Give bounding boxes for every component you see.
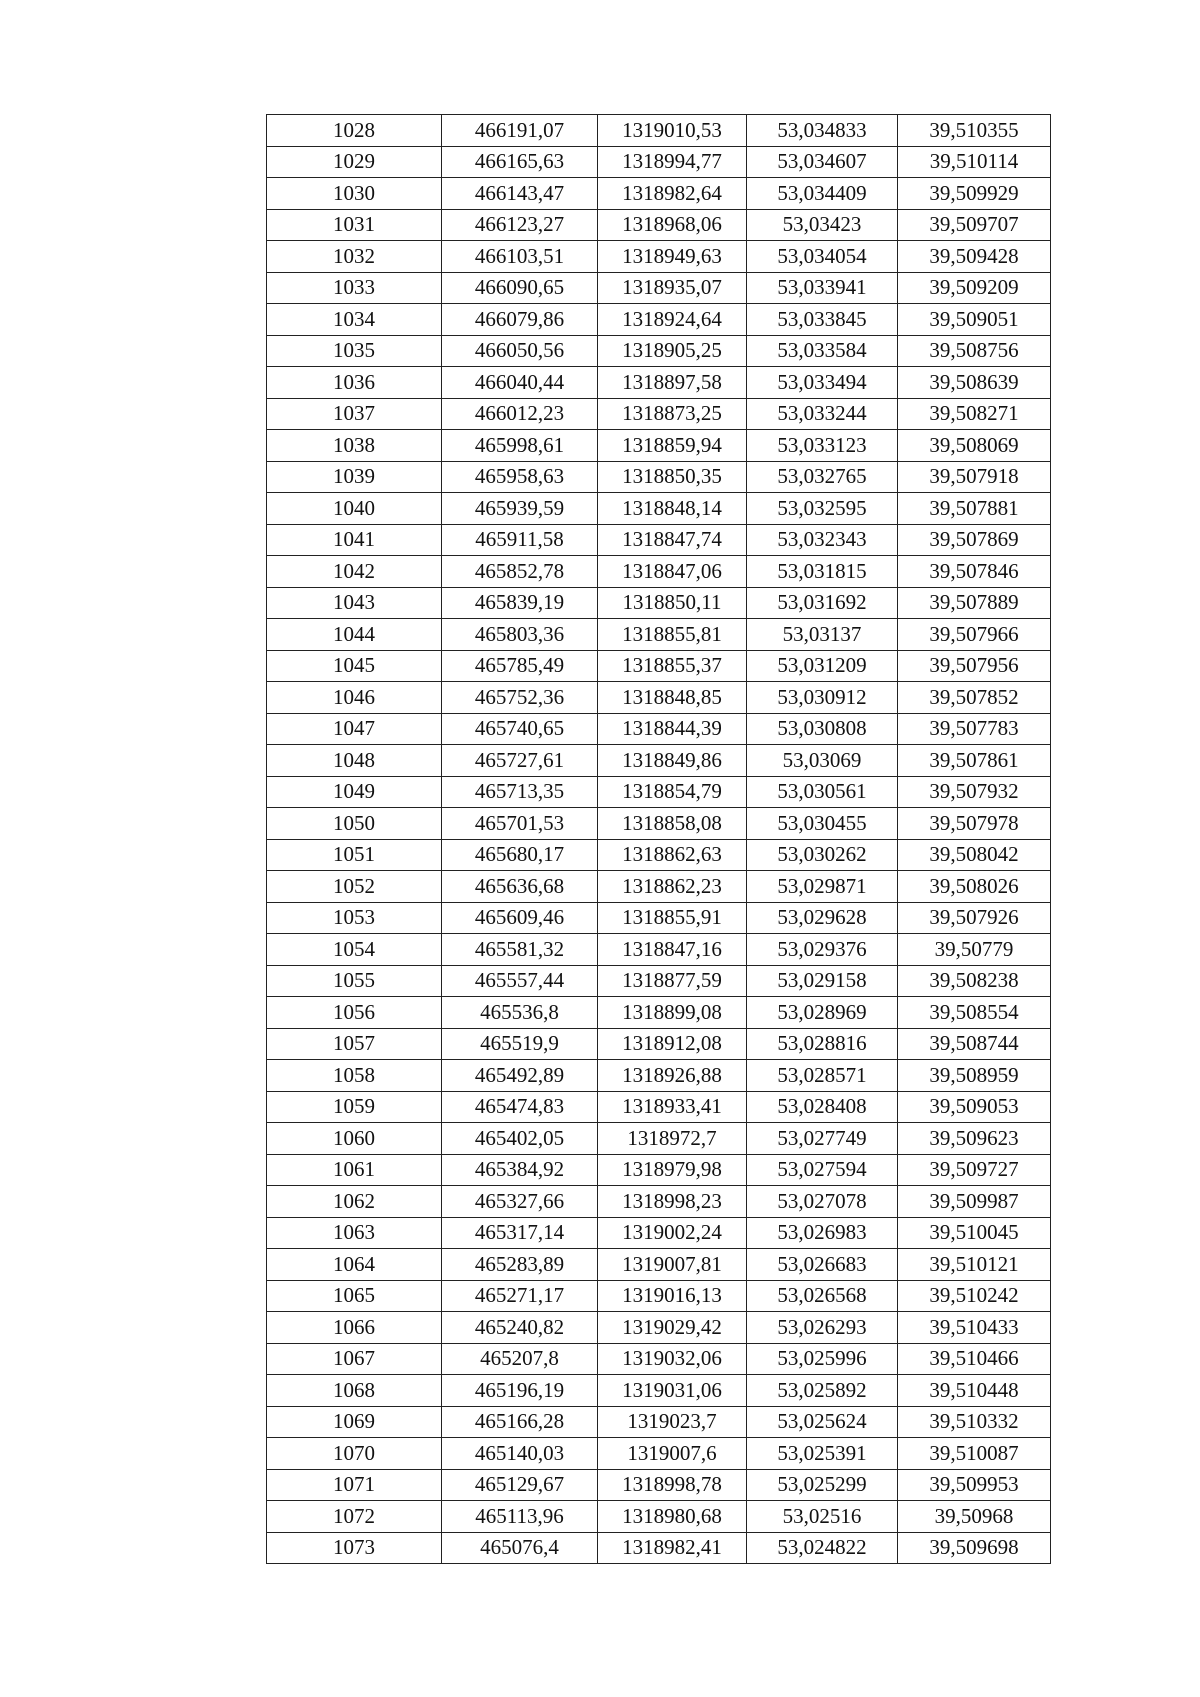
point-number-cell: 1056 (267, 997, 442, 1029)
x-coordinate-cell: 466050,56 (442, 335, 598, 367)
y-coordinate-cell: 1319007,81 (598, 1249, 747, 1281)
latitude-cell: 53,032765 (747, 461, 898, 493)
latitude-cell: 53,029871 (747, 871, 898, 903)
longitude-cell: 39,508026 (898, 871, 1051, 903)
point-number-cell: 1043 (267, 587, 442, 619)
x-coordinate-cell: 465207,8 (442, 1343, 598, 1375)
y-coordinate-cell: 1318897,58 (598, 367, 747, 399)
latitude-cell: 53,031815 (747, 556, 898, 588)
y-coordinate-cell: 1318847,16 (598, 934, 747, 966)
point-number-cell: 1055 (267, 965, 442, 997)
table-row (267, 997, 1051, 1029)
point-number-cell: 1039 (267, 461, 442, 493)
point-number-cell: 1057 (267, 1028, 442, 1060)
table-row (267, 1501, 1051, 1533)
x-coordinate-cell: 465713,35 (442, 776, 598, 808)
table-row (267, 367, 1051, 399)
table-row (267, 587, 1051, 619)
y-coordinate-cell: 1318912,08 (598, 1028, 747, 1060)
x-coordinate-cell: 466165,63 (442, 146, 598, 178)
point-number-cell: 1058 (267, 1060, 442, 1092)
point-number-cell: 1051 (267, 839, 442, 871)
latitude-cell: 53,030455 (747, 808, 898, 840)
latitude-cell: 53,034409 (747, 178, 898, 210)
coordinates-table-body (267, 115, 1051, 1564)
longitude-cell: 39,508271 (898, 398, 1051, 430)
y-coordinate-cell: 1318858,08 (598, 808, 747, 840)
longitude-cell: 39,509929 (898, 178, 1051, 210)
latitude-cell: 53,02516 (747, 1501, 898, 1533)
longitude-cell: 39,507869 (898, 524, 1051, 556)
y-coordinate-cell: 1318850,35 (598, 461, 747, 493)
point-number-cell: 1036 (267, 367, 442, 399)
table-row (267, 776, 1051, 808)
y-coordinate-cell: 1319002,24 (598, 1217, 747, 1249)
latitude-cell: 53,025892 (747, 1375, 898, 1407)
longitude-cell: 39,509428 (898, 241, 1051, 273)
table-row (267, 713, 1051, 745)
x-coordinate-cell: 466103,51 (442, 241, 598, 273)
latitude-cell: 53,029376 (747, 934, 898, 966)
longitude-cell: 39,509707 (898, 209, 1051, 241)
x-coordinate-cell: 465129,67 (442, 1469, 598, 1501)
table-row (267, 1186, 1051, 1218)
latitude-cell: 53,025299 (747, 1469, 898, 1501)
point-number-cell: 1028 (267, 115, 442, 147)
x-coordinate-cell: 466191,07 (442, 115, 598, 147)
latitude-cell: 53,033941 (747, 272, 898, 304)
table-row (267, 1343, 1051, 1375)
point-number-cell: 1073 (267, 1532, 442, 1564)
table-row (267, 650, 1051, 682)
point-number-cell: 1065 (267, 1280, 442, 1312)
longitude-cell: 39,510355 (898, 115, 1051, 147)
latitude-cell: 53,026983 (747, 1217, 898, 1249)
longitude-cell: 39,509051 (898, 304, 1051, 336)
table-row (267, 304, 1051, 336)
x-coordinate-cell: 465474,83 (442, 1091, 598, 1123)
x-coordinate-cell: 465166,28 (442, 1406, 598, 1438)
y-coordinate-cell: 1319029,42 (598, 1312, 747, 1344)
longitude-cell: 39,507918 (898, 461, 1051, 493)
table-row (267, 1091, 1051, 1123)
x-coordinate-cell: 466090,65 (442, 272, 598, 304)
latitude-cell: 53,034607 (747, 146, 898, 178)
y-coordinate-cell: 1318980,68 (598, 1501, 747, 1533)
y-coordinate-cell: 1318848,85 (598, 682, 747, 714)
y-coordinate-cell: 1318899,08 (598, 997, 747, 1029)
longitude-cell: 39,507926 (898, 902, 1051, 934)
latitude-cell: 53,026683 (747, 1249, 898, 1281)
longitude-cell: 39,509953 (898, 1469, 1051, 1501)
point-number-cell: 1069 (267, 1406, 442, 1438)
longitude-cell: 39,510448 (898, 1375, 1051, 1407)
table-row (267, 934, 1051, 966)
point-number-cell: 1067 (267, 1343, 442, 1375)
table-row (267, 902, 1051, 934)
point-number-cell: 1061 (267, 1154, 442, 1186)
longitude-cell: 39,510466 (898, 1343, 1051, 1375)
longitude-cell: 39,509053 (898, 1091, 1051, 1123)
table-row (267, 619, 1051, 651)
longitude-cell: 39,509698 (898, 1532, 1051, 1564)
point-number-cell: 1037 (267, 398, 442, 430)
point-number-cell: 1070 (267, 1438, 442, 1470)
point-number-cell: 1066 (267, 1312, 442, 1344)
y-coordinate-cell: 1318854,79 (598, 776, 747, 808)
longitude-cell: 39,507956 (898, 650, 1051, 682)
point-number-cell: 1034 (267, 304, 442, 336)
x-coordinate-cell: 465998,61 (442, 430, 598, 462)
longitude-cell: 39,508069 (898, 430, 1051, 462)
latitude-cell: 53,03423 (747, 209, 898, 241)
y-coordinate-cell: 1318844,39 (598, 713, 747, 745)
x-coordinate-cell: 465140,03 (442, 1438, 598, 1470)
latitude-cell: 53,034833 (747, 115, 898, 147)
latitude-cell: 53,033845 (747, 304, 898, 336)
x-coordinate-cell: 465283,89 (442, 1249, 598, 1281)
x-coordinate-cell: 465958,63 (442, 461, 598, 493)
y-coordinate-cell: 1318847,74 (598, 524, 747, 556)
x-coordinate-cell: 465939,59 (442, 493, 598, 525)
table-row (267, 965, 1051, 997)
y-coordinate-cell: 1318905,25 (598, 335, 747, 367)
table-row (267, 1249, 1051, 1281)
point-number-cell: 1045 (267, 650, 442, 682)
table-row (267, 272, 1051, 304)
x-coordinate-cell: 466143,47 (442, 178, 598, 210)
longitude-cell: 39,510087 (898, 1438, 1051, 1470)
table-row (267, 1375, 1051, 1407)
latitude-cell: 53,030912 (747, 682, 898, 714)
point-number-cell: 1044 (267, 619, 442, 651)
x-coordinate-cell: 465536,8 (442, 997, 598, 1029)
table-row (267, 493, 1051, 525)
point-number-cell: 1072 (267, 1501, 442, 1533)
table-row (267, 808, 1051, 840)
latitude-cell: 53,027078 (747, 1186, 898, 1218)
table-row (267, 209, 1051, 241)
y-coordinate-cell: 1318855,37 (598, 650, 747, 682)
point-number-cell: 1053 (267, 902, 442, 934)
latitude-cell: 53,030808 (747, 713, 898, 745)
y-coordinate-cell: 1318926,88 (598, 1060, 747, 1092)
table-row (267, 115, 1051, 147)
table-row (267, 1060, 1051, 1092)
longitude-cell: 39,508744 (898, 1028, 1051, 1060)
latitude-cell: 53,033244 (747, 398, 898, 430)
latitude-cell: 53,03069 (747, 745, 898, 777)
table-row (267, 146, 1051, 178)
point-number-cell: 1029 (267, 146, 442, 178)
latitude-cell: 53,03137 (747, 619, 898, 651)
latitude-cell: 53,034054 (747, 241, 898, 273)
x-coordinate-cell: 465557,44 (442, 965, 598, 997)
point-number-cell: 1062 (267, 1186, 442, 1218)
table-row (267, 1280, 1051, 1312)
table-row (267, 1532, 1051, 1564)
y-coordinate-cell: 1318994,77 (598, 146, 747, 178)
point-number-cell: 1052 (267, 871, 442, 903)
y-coordinate-cell: 1318933,41 (598, 1091, 747, 1123)
x-coordinate-cell: 465402,05 (442, 1123, 598, 1155)
point-number-cell: 1048 (267, 745, 442, 777)
latitude-cell: 53,026293 (747, 1312, 898, 1344)
table-row (267, 461, 1051, 493)
x-coordinate-cell: 465240,82 (442, 1312, 598, 1344)
x-coordinate-cell: 465113,96 (442, 1501, 598, 1533)
point-number-cell: 1049 (267, 776, 442, 808)
y-coordinate-cell: 1318848,14 (598, 493, 747, 525)
table-row (267, 745, 1051, 777)
table-row (267, 430, 1051, 462)
x-coordinate-cell: 465609,46 (442, 902, 598, 934)
y-coordinate-cell: 1318849,86 (598, 745, 747, 777)
latitude-cell: 53,024822 (747, 1532, 898, 1564)
longitude-cell: 39,507978 (898, 808, 1051, 840)
point-number-cell: 1046 (267, 682, 442, 714)
y-coordinate-cell: 1318877,59 (598, 965, 747, 997)
longitude-cell: 39,507852 (898, 682, 1051, 714)
point-number-cell: 1063 (267, 1217, 442, 1249)
x-coordinate-cell: 465384,92 (442, 1154, 598, 1186)
longitude-cell: 39,508554 (898, 997, 1051, 1029)
table-row (267, 1154, 1051, 1186)
point-number-cell: 1041 (267, 524, 442, 556)
y-coordinate-cell: 1319032,06 (598, 1343, 747, 1375)
point-number-cell: 1059 (267, 1091, 442, 1123)
x-coordinate-cell: 465492,89 (442, 1060, 598, 1092)
table-row (267, 1217, 1051, 1249)
y-coordinate-cell: 1319023,7 (598, 1406, 747, 1438)
longitude-cell: 39,507881 (898, 493, 1051, 525)
y-coordinate-cell: 1318855,91 (598, 902, 747, 934)
longitude-cell: 39,508756 (898, 335, 1051, 367)
longitude-cell: 39,50779 (898, 934, 1051, 966)
longitude-cell: 39,50968 (898, 1501, 1051, 1533)
point-number-cell: 1047 (267, 713, 442, 745)
table-row (267, 1438, 1051, 1470)
latitude-cell: 53,025624 (747, 1406, 898, 1438)
point-number-cell: 1033 (267, 272, 442, 304)
table-row (267, 524, 1051, 556)
point-number-cell: 1060 (267, 1123, 442, 1155)
x-coordinate-cell: 465581,32 (442, 934, 598, 966)
point-number-cell: 1064 (267, 1249, 442, 1281)
x-coordinate-cell: 465701,53 (442, 808, 598, 840)
longitude-cell: 39,509209 (898, 272, 1051, 304)
latitude-cell: 53,025391 (747, 1438, 898, 1470)
longitude-cell: 39,510332 (898, 1406, 1051, 1438)
x-coordinate-cell: 465636,68 (442, 871, 598, 903)
y-coordinate-cell: 1318924,64 (598, 304, 747, 336)
table-row (267, 178, 1051, 210)
point-number-cell: 1071 (267, 1469, 442, 1501)
y-coordinate-cell: 1318982,41 (598, 1532, 747, 1564)
longitude-cell: 39,507783 (898, 713, 1051, 745)
y-coordinate-cell: 1318979,98 (598, 1154, 747, 1186)
longitude-cell: 39,508042 (898, 839, 1051, 871)
x-coordinate-cell: 465076,4 (442, 1532, 598, 1564)
latitude-cell: 53,028408 (747, 1091, 898, 1123)
point-number-cell: 1042 (267, 556, 442, 588)
latitude-cell: 53,028969 (747, 997, 898, 1029)
longitude-cell: 39,507966 (898, 619, 1051, 651)
table-row (267, 241, 1051, 273)
y-coordinate-cell: 1318998,78 (598, 1469, 747, 1501)
longitude-cell: 39,509623 (898, 1123, 1051, 1155)
x-coordinate-cell: 465785,49 (442, 650, 598, 682)
y-coordinate-cell: 1318862,23 (598, 871, 747, 903)
latitude-cell: 53,026568 (747, 1280, 898, 1312)
x-coordinate-cell: 465911,58 (442, 524, 598, 556)
y-coordinate-cell: 1318968,06 (598, 209, 747, 241)
x-coordinate-cell: 465752,36 (442, 682, 598, 714)
x-coordinate-cell: 466079,86 (442, 304, 598, 336)
y-coordinate-cell: 1318847,06 (598, 556, 747, 588)
table-row (267, 1312, 1051, 1344)
y-coordinate-cell: 1318859,94 (598, 430, 747, 462)
x-coordinate-cell: 465317,14 (442, 1217, 598, 1249)
latitude-cell: 53,028816 (747, 1028, 898, 1060)
longitude-cell: 39,510045 (898, 1217, 1051, 1249)
x-coordinate-cell: 465519,9 (442, 1028, 598, 1060)
point-number-cell: 1068 (267, 1375, 442, 1407)
y-coordinate-cell: 1319016,13 (598, 1280, 747, 1312)
table-row (267, 871, 1051, 903)
y-coordinate-cell: 1319007,6 (598, 1438, 747, 1470)
x-coordinate-cell: 465839,19 (442, 587, 598, 619)
point-number-cell: 1038 (267, 430, 442, 462)
point-number-cell: 1050 (267, 808, 442, 840)
x-coordinate-cell: 465803,36 (442, 619, 598, 651)
y-coordinate-cell: 1318850,11 (598, 587, 747, 619)
y-coordinate-cell: 1318862,63 (598, 839, 747, 871)
y-coordinate-cell: 1318998,23 (598, 1186, 747, 1218)
longitude-cell: 39,508639 (898, 367, 1051, 399)
longitude-cell: 39,508238 (898, 965, 1051, 997)
point-number-cell: 1035 (267, 335, 442, 367)
x-coordinate-cell: 465271,17 (442, 1280, 598, 1312)
latitude-cell: 53,030262 (747, 839, 898, 871)
y-coordinate-cell: 1319031,06 (598, 1375, 747, 1407)
x-coordinate-cell: 465727,61 (442, 745, 598, 777)
table-row (267, 556, 1051, 588)
longitude-cell: 39,510242 (898, 1280, 1051, 1312)
longitude-cell: 39,507889 (898, 587, 1051, 619)
table-row (267, 1028, 1051, 1060)
x-coordinate-cell: 465852,78 (442, 556, 598, 588)
latitude-cell: 53,027749 (747, 1123, 898, 1155)
latitude-cell: 53,030561 (747, 776, 898, 808)
longitude-cell: 39,509727 (898, 1154, 1051, 1186)
longitude-cell: 39,507846 (898, 556, 1051, 588)
latitude-cell: 53,032343 (747, 524, 898, 556)
y-coordinate-cell: 1318949,63 (598, 241, 747, 273)
x-coordinate-cell: 465740,65 (442, 713, 598, 745)
latitude-cell: 53,025996 (747, 1343, 898, 1375)
point-number-cell: 1032 (267, 241, 442, 273)
x-coordinate-cell: 465680,17 (442, 839, 598, 871)
longitude-cell: 39,508959 (898, 1060, 1051, 1092)
x-coordinate-cell: 465196,19 (442, 1375, 598, 1407)
latitude-cell: 53,033123 (747, 430, 898, 462)
point-number-cell: 1054 (267, 934, 442, 966)
latitude-cell: 53,031692 (747, 587, 898, 619)
x-coordinate-cell: 466012,23 (442, 398, 598, 430)
coordinates-table (266, 114, 1051, 1564)
point-number-cell: 1040 (267, 493, 442, 525)
latitude-cell: 53,031209 (747, 650, 898, 682)
longitude-cell: 39,509987 (898, 1186, 1051, 1218)
x-coordinate-cell: 466040,44 (442, 367, 598, 399)
latitude-cell: 53,033494 (747, 367, 898, 399)
longitude-cell: 39,507861 (898, 745, 1051, 777)
latitude-cell: 53,029628 (747, 902, 898, 934)
latitude-cell: 53,027594 (747, 1154, 898, 1186)
y-coordinate-cell: 1318982,64 (598, 178, 747, 210)
latitude-cell: 53,029158 (747, 965, 898, 997)
table-row (267, 1123, 1051, 1155)
point-number-cell: 1030 (267, 178, 442, 210)
x-coordinate-cell: 465327,66 (442, 1186, 598, 1218)
table-row (267, 335, 1051, 367)
y-coordinate-cell: 1318855,81 (598, 619, 747, 651)
table-row (267, 682, 1051, 714)
y-coordinate-cell: 1319010,53 (598, 115, 747, 147)
table-row (267, 398, 1051, 430)
longitude-cell: 39,510114 (898, 146, 1051, 178)
longitude-cell: 39,510121 (898, 1249, 1051, 1281)
y-coordinate-cell: 1318972,7 (598, 1123, 747, 1155)
latitude-cell: 53,033584 (747, 335, 898, 367)
longitude-cell: 39,507932 (898, 776, 1051, 808)
latitude-cell: 53,032595 (747, 493, 898, 525)
table-row (267, 1406, 1051, 1438)
table-row (267, 1469, 1051, 1501)
y-coordinate-cell: 1318873,25 (598, 398, 747, 430)
x-coordinate-cell: 466123,27 (442, 209, 598, 241)
point-number-cell: 1031 (267, 209, 442, 241)
table-row (267, 839, 1051, 871)
latitude-cell: 53,028571 (747, 1060, 898, 1092)
longitude-cell: 39,510433 (898, 1312, 1051, 1344)
y-coordinate-cell: 1318935,07 (598, 272, 747, 304)
